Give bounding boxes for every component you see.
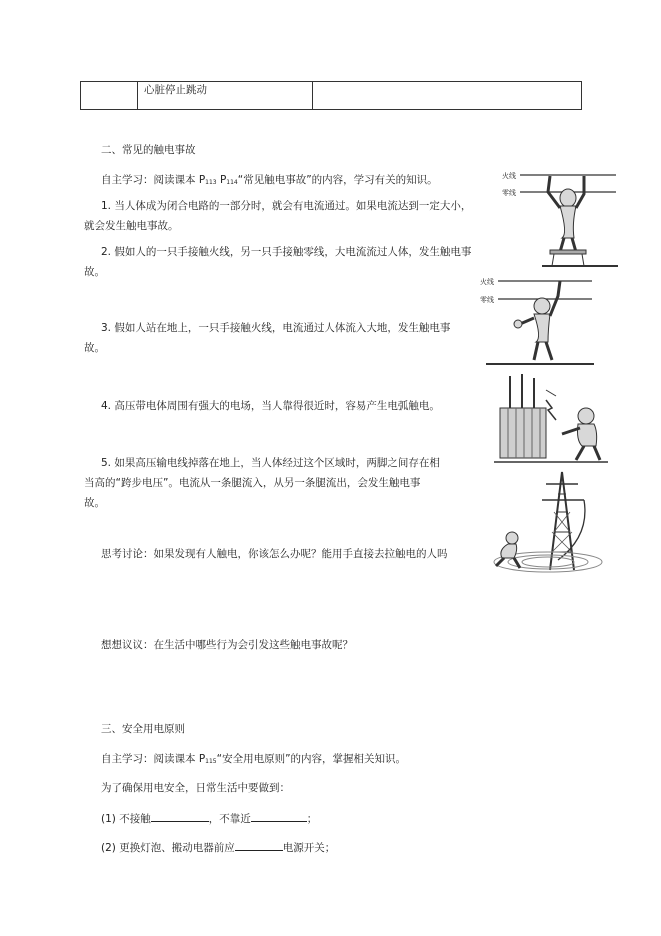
self-study-line (101, 172, 438, 187)
page-subscript: 113 (205, 179, 217, 186)
intro-text: 自主学习：阅读课本 P (101, 174, 206, 186)
item-5-line-2: 当高的“跨步电压”。电流从一条腿流入，从另一条腿流出，会发生触电事 (84, 477, 421, 489)
page-subscript: 114 (226, 179, 238, 186)
intro-text: “常见触电事故”的内容，学习有关的知识。 (237, 174, 438, 186)
page-subscript: 115 (205, 758, 217, 765)
live-wire-label: 火线 (502, 172, 516, 180)
section-heading: 三、安全用电原则 (101, 723, 185, 735)
rule-text: ，不靠近 (208, 813, 251, 825)
blank-line (151, 809, 209, 822)
item-2-line-1: 2. 假如人的一只手接触火线，另一只手接触零线，大电流流过人体，发生触电事 (101, 246, 472, 258)
arc-shock-illustration (490, 372, 610, 466)
rule-text: 电源开关； (282, 842, 336, 854)
think-discussion: 思考讨论：如果发现有人触电，你该怎么办呢？能用手直接去拉触电的人吗 (101, 548, 448, 560)
neutral-wire-label: 零线 (502, 189, 516, 197)
rule-text: ； (306, 813, 318, 825)
discussion-question: 想想议议：在生活中哪些行为会引发这些触电事故呢？ (101, 639, 353, 651)
info-table (80, 81, 582, 110)
item-1-line-2: 就会发生触电事故。 (84, 220, 179, 232)
blank-line (251, 809, 307, 822)
intro-text: 自主学习：阅读课本 P (101, 753, 206, 765)
rules-lead: 为了确保用电安全，日常生活中要做到： (101, 782, 290, 794)
table-cell: 心脏停止跳动 (138, 82, 313, 110)
rule-text: (2) 更换灯泡、搬动电器前应 (101, 842, 235, 854)
item-5-line-3: 故。 (84, 497, 105, 509)
table-cell (313, 82, 582, 110)
rule-2 (101, 838, 335, 855)
step-voltage-illustration (486, 466, 610, 574)
section-heading: 二、常见的触电事故 (101, 144, 196, 156)
item-5-line-1: 5. 如果高压输电线掉落在地上，当人体经过这个区域时，两脚之间存在相 (101, 457, 440, 469)
neutral-wire-label: 零线 (480, 296, 494, 304)
table-cell (81, 82, 138, 110)
item-3-line-1: 3. 假如人站在地上，一只手接触火线，电流通过人体流入大地，发生触电事 (101, 322, 451, 334)
shock-live-ground-illustration (480, 272, 594, 368)
item-1-line-1: 1. 当人体成为闭合电路的一部分时，就会有电流通过。如果电流达到一定大小， (101, 200, 472, 212)
rule-1 (101, 809, 317, 826)
item-3-line-2: 故。 (84, 342, 105, 354)
intro-text: P (216, 174, 227, 186)
self-study-line (101, 751, 406, 766)
intro-text: “安全用电原则”的内容，掌握相关知识。 (216, 753, 407, 765)
item-2-line-2: 故。 (84, 266, 105, 278)
item-4: 4. 高压带电体周围有强大的电场，当人靠得很近时，容易产生电弧触电。 (101, 400, 440, 412)
rule-text: (1) 不接触 (101, 813, 151, 825)
shock-live-neutral-illustration (502, 164, 618, 268)
live-wire-label: 火线 (480, 278, 494, 286)
blank-line (235, 838, 283, 851)
